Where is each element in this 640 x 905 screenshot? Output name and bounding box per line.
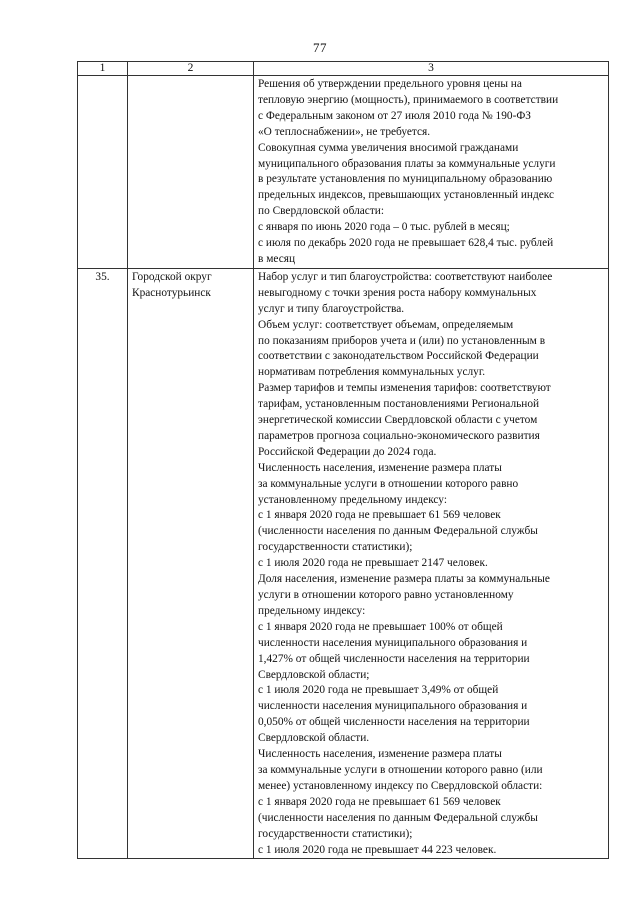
text-line: Объем услуг: соответствует объемам, определяемым xyxy=(258,318,514,331)
text-line: за коммунальные услуги в отношении которого равно xyxy=(258,477,519,490)
document-table xyxy=(77,61,609,859)
row-number xyxy=(78,76,128,269)
text-line: с 1 января 2020 года не превышает 61 569 человек xyxy=(258,795,501,808)
text-line: 0,050% от общей численности населения на территории xyxy=(258,716,530,729)
text-line: с января по июнь 2020 года – 0 тыс. рублей в месяц; xyxy=(258,221,510,234)
text-line: Российской Федерации до 2024 года. xyxy=(258,445,437,458)
text-line: численности населения муниципального образования и xyxy=(258,700,528,713)
text-line: нормативам потребления коммунальных услуг. xyxy=(258,366,486,379)
text-line: Численность населения, изменение размера платы xyxy=(258,748,502,761)
text-line: Решения об утверждении предельного уровня цены на xyxy=(258,78,522,90)
text-line: тарифам, установленным постановлениями Региональной xyxy=(258,398,540,411)
text-line: предельному индексу: xyxy=(258,604,366,617)
text-line: государственности статистики); xyxy=(258,541,413,554)
header-col-3: 3 xyxy=(254,62,609,76)
text-line: с 1 января 2020 года не превышает 61 569 человек xyxy=(258,509,501,522)
text-line: менее) установленному индексу по Свердловской области: xyxy=(258,779,543,792)
text-line: энергетической комиссии Свердловской области с учетом xyxy=(258,414,538,427)
text-line: предельных индексов, превышающих установленный индекс xyxy=(258,189,555,202)
text-line: Краснотурьинск xyxy=(132,286,211,299)
row-number: 35. xyxy=(78,268,128,859)
text-line: с июля по декабрь 2020 года не превышает 628,4 тыс. рублей xyxy=(258,237,554,250)
text-line: Численность населения, изменение размера платы xyxy=(258,461,502,474)
page-number: 77 xyxy=(313,40,327,55)
text-line: Размер тарифов и темпы изменения тарифов: соответствуют xyxy=(258,382,551,395)
header-col-1: 1 xyxy=(78,62,128,76)
text-line: муниципального образования платы за коммунальные услуги xyxy=(258,157,556,170)
text-line: с Федеральным законом от 27 июля 2010 года № 190-ФЗ xyxy=(258,109,531,122)
text-line: в месяц xyxy=(258,252,296,265)
text-line: с 1 июля 2020 года не превышает 3,49% от общей xyxy=(258,684,499,697)
text-line: 1,427% от общей численности населения на территории xyxy=(258,652,530,665)
text-line: невыгодному с точки зрения роста набору коммунальных xyxy=(258,286,537,299)
text-line: тепловую энергию (мощность), принимаемого в соответствии xyxy=(258,93,559,106)
header-col-2: 2 xyxy=(128,62,254,76)
text-line: (численности населения по данным Федеральной службы xyxy=(258,525,538,538)
text-line: по Свердловской области: xyxy=(258,205,385,218)
text-line: Совокупная сумма увеличения вносимой гражданами xyxy=(258,141,519,154)
table-row xyxy=(78,76,609,269)
text-line: Свердловской области. xyxy=(258,732,370,745)
text-line: численности населения муниципального образования и xyxy=(258,636,528,649)
text-line: параметров прогноза социально-экономического развития xyxy=(258,429,540,442)
municipality-name xyxy=(128,268,254,859)
table-row xyxy=(78,268,609,859)
text-line: Свердловской области; xyxy=(258,668,370,681)
row-description xyxy=(254,268,609,859)
text-line: «О теплоснабжении», не требуется. xyxy=(258,125,431,138)
text-line: с 1 января 2020 года не превышает 100% от общей xyxy=(258,620,503,633)
text-line: с 1 июля 2020 года не превышает 44 223 человек. xyxy=(258,843,497,856)
text-line: услуг и типу благоустройства. xyxy=(258,302,405,315)
text-line: государственности статистики); xyxy=(258,827,413,840)
text-line: за коммунальные услуги в отношении которого равно (или xyxy=(258,763,543,776)
text-line: соответствии с законодательством Российской Федерации xyxy=(258,350,539,363)
text-line: Городской округ xyxy=(132,270,212,283)
text-line: услуги в отношении которого равно установленному xyxy=(258,589,514,601)
text-line: с 1 июля 2020 года не превышает 2147 человек. xyxy=(258,557,488,570)
text-line: Доля населения, изменение размера платы за коммунальные xyxy=(258,573,550,586)
text-line: по показаниям приборов учета и (или) по установленным в xyxy=(258,334,546,347)
text-line: (численности населения по данным Федеральной службы xyxy=(258,811,538,824)
row-description xyxy=(254,76,609,269)
text-line: Набор услуг и тип благоустройства: соответствуют наиболее xyxy=(258,270,553,283)
text-line: в результате установления по муниципальному образованию xyxy=(258,173,553,186)
table-header-row xyxy=(78,62,609,76)
text-line: установленному предельному индексу: xyxy=(258,493,447,506)
municipality-name xyxy=(128,76,254,269)
